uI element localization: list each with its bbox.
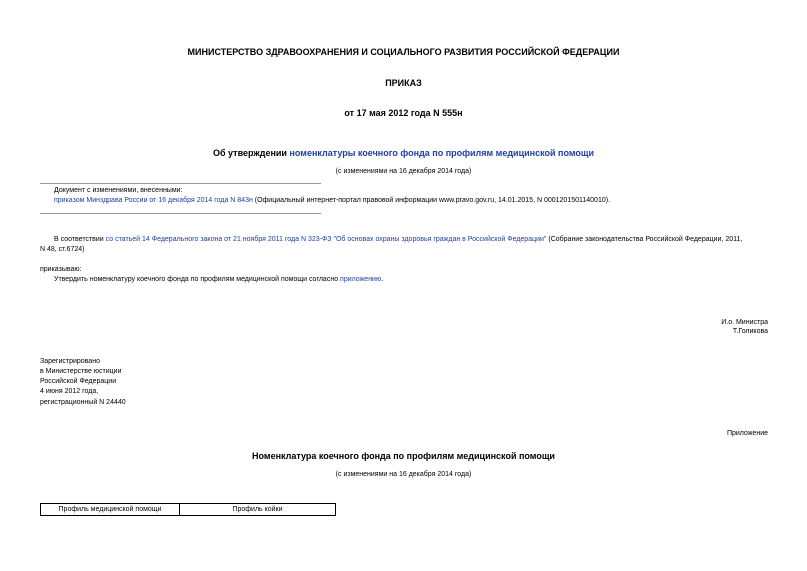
preamble-lead: В соответствии [54,236,106,243]
doc-title-prefix: Об утверждении [212,148,290,158]
order-verb: приказываю: [40,266,82,273]
preamble-source: (Собрание законодательства Российской Федерации, 2011, [546,236,743,243]
amendments-top-rule [40,183,321,184]
preamble-line-2: N 48, ст.6724) [40,246,85,253]
appendix-label: Приложение [726,430,768,437]
doc-date-number: от 17 мая 2012 года N 555н [344,108,463,118]
amendment-link[interactable]: приказом Минздрава России от 16 декабря 2014 года N 843н [54,197,253,204]
ministry-heading: МИНИСТЕРСТВО ЗДРАВООХРАНЕНИЯ И СОЦИАЛЬНОГО РАЗВИТИЯ РОССИЙСКОЙ ФЕДЕРАЦИИ [187,47,620,57]
column-header-bed-profile: Профиль койки [180,504,336,516]
order-text-end: . [381,276,384,283]
registration-line-5: регистрационный N 24440 [40,399,126,406]
order-text [54,276,383,283]
signature-position: И.о. Министра [721,319,768,326]
doc-type-heading: ПРИКАЗ [385,78,422,88]
registration-line-3: Российской Федерации [40,378,117,385]
appendix-link[interactable]: приложению [340,276,382,283]
changes-note: (с изменениями на 16 декабря 2014 года) [335,168,472,175]
preamble-line-1 [54,236,742,243]
registration-line-1: Зарегистрировано [40,358,100,365]
order-text-body: Утвердить номенклатуру коечного фонда по профилям медицинской помощи согласно [54,276,341,283]
registration-line-4: 4 июня 2012 года, [40,388,99,395]
amendments-bottom-rule [40,213,321,214]
amendments-line [54,197,610,204]
column-header-care-profile: Профиль медицинской помощи [41,504,180,516]
amendment-source: (Официальный интернет-портал правовой информации www.pravo.gov.ru, 14.01.2015, N 0001201501140010). [252,197,611,204]
law-link[interactable]: со статьей 14 Федерального закона от 21 ноября 2011 года N 323-ФЗ "Об основах охраны здоровья граждан в Российской Федерации" [105,236,547,243]
amendments-intro: Документ с изменениями, внесенными: [54,187,183,194]
signature-name: Т.Голикова [732,328,768,335]
table-header-row [41,504,336,516]
doc-title [0,148,807,158]
doc-title-link[interactable]: номенклатуры коечного фонда по профилям медицинской помощи [289,148,594,158]
registration-line-2: в Министерстве юстиции [40,368,122,375]
nomenclature-table [40,503,336,516]
appendix-title: Номенклатура коечного фонда по профилям медицинской помощи [252,451,555,461]
appendix-changes-note: (с изменениями на 16 декабря 2014 года) [335,471,472,478]
